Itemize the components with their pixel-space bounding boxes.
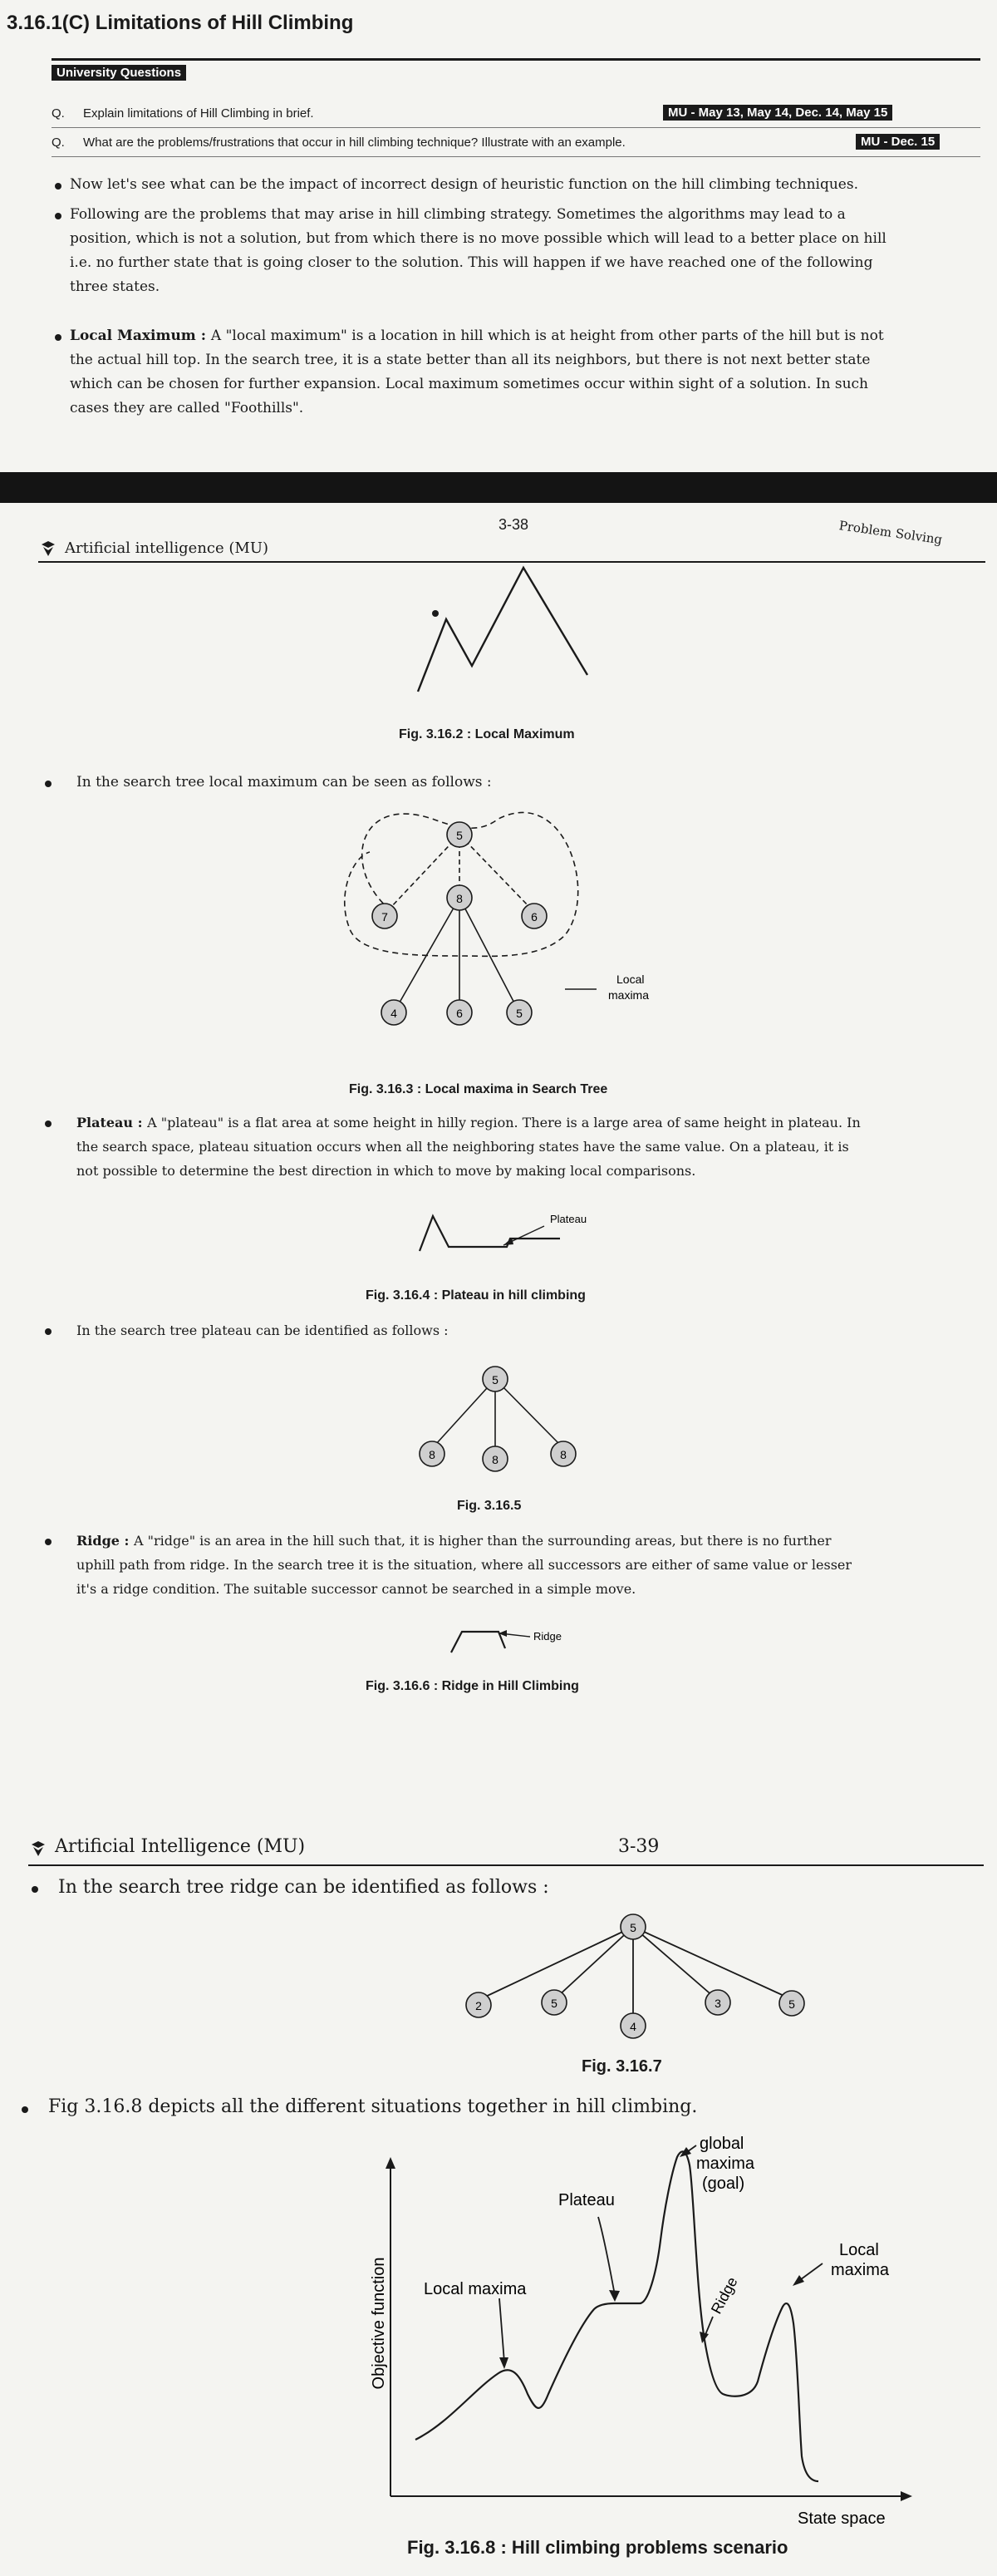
figure-caption: Fig. 3.16.2 : Local Maximum (399, 727, 575, 741)
question-marker: Q. (52, 106, 65, 121)
paragraph: Ridge : A "ridge" is an area in the hill such that, it is higher than the surrounding areas, but there is no further (76, 1533, 832, 1549)
svg-text:8: 8 (560, 1448, 567, 1461)
y-axis-label: Objective function (370, 2257, 388, 2390)
paragraph: the search space, plateau situation occurs when all the neighboring states have the same value. On a plateau, it is (76, 1139, 849, 1155)
ridge-label: Ridge (707, 2273, 741, 2317)
exam-tag: MU - Dec. 15 (856, 134, 940, 150)
arrow-head (793, 2275, 804, 2286)
paragraph: In the search tree local maximum can be seen as follows : (76, 774, 492, 791)
page-section-3 (0, 1808, 997, 2576)
local-maxima-label: Local (616, 973, 645, 986)
svg-text:3: 3 (715, 1997, 721, 2010)
local-maxima-2-label: Local (839, 2241, 879, 2259)
term: Local Maximum : (70, 328, 211, 344)
divider (52, 58, 980, 61)
page-number: 3-38 (498, 516, 529, 533)
svg-text:8: 8 (429, 1448, 435, 1461)
svg-text:7: 7 (381, 910, 388, 924)
bullet (55, 183, 61, 190)
paragraph: which can be chosen for further expansion. Local maximum sometimes occur within sight of a solution. In such (70, 376, 869, 392)
svg-text:5: 5 (788, 1997, 795, 2011)
x-axis-arrow (901, 2491, 912, 2501)
question-text: Explain limitations of Hill Climbing in brief. (83, 106, 314, 121)
svg-text:6: 6 (456, 1007, 463, 1020)
paragraph: Plateau : A "plateau" is a flat area at some height in hilly region. There is a large area of same height in plateau. In (76, 1115, 861, 1130)
question-text: What are the problems/frustrations that occur in hill climbing technique? Illustrate with an example. (83, 135, 626, 150)
y-axis-arrow (386, 2157, 395, 2169)
bullet (55, 334, 61, 341)
ridge-label: Ridge (533, 1630, 562, 1643)
svg-text:8: 8 (492, 1453, 498, 1466)
pointer-line (598, 2217, 615, 2295)
figure-caption: Fig. 3.16.7 (582, 2057, 662, 2076)
university-questions-tag: University Questions (52, 65, 186, 81)
plateau-label: Plateau (558, 2191, 615, 2209)
local-maxima-label: maxima (608, 988, 650, 1002)
bullet (55, 213, 61, 219)
paragraph: three states. (70, 278, 160, 295)
ridge-figure (0, 503, 997, 1808)
paragraph: position, which is not a solution, but from which there is no move possible which will lead to a better place on hill (70, 230, 886, 247)
section-heading: 3.16.1(C) Limitations of Hill Climbing (7, 12, 354, 34)
svg-text:2: 2 (475, 1999, 482, 2012)
objective-curve (415, 2151, 818, 2481)
divider (52, 127, 980, 128)
svg-text:5: 5 (516, 1007, 523, 1020)
exam-tag: MU - May 13, May 14, Dec. 14, May 15 (663, 105, 892, 121)
svg-text:6: 6 (531, 910, 538, 924)
svg-text:4: 4 (630, 2020, 636, 2033)
paragraph: the actual hill top. In the search tree, it is a state better than all its neighbors, but there is not next better state (70, 352, 871, 368)
svg-text:5: 5 (456, 829, 463, 842)
question-marker: Q. (52, 135, 65, 150)
svg-text:8: 8 (456, 892, 463, 905)
running-header: Artificial intelligence (MU) (65, 539, 269, 557)
arrow-head (609, 2290, 620, 2302)
running-header-right: Problem Solving (837, 518, 944, 548)
divider (52, 156, 980, 157)
svg-text:4: 4 (390, 1007, 397, 1020)
paragraph: Local Maximum : A "local maximum" is a location in hill which is at height from other parts of the hill but is not (70, 328, 884, 344)
pointer-line (499, 2298, 504, 2362)
plateau-label: Plateau (550, 1213, 587, 1225)
figure-caption: Fig. 3.16.8 : Hill climbing problems scenario (407, 2537, 788, 2558)
svg-text:5: 5 (630, 1921, 636, 1934)
local-maxima-label: Local maxima (424, 2280, 527, 2298)
ridge-curve (451, 1632, 505, 1652)
paragraph: i.e. no further state that is going closer to the solution. This will happen if we have reached one of the following (70, 254, 873, 271)
svg-text:5: 5 (492, 1373, 498, 1387)
paragraph: In the search tree ridge can be identified as follows : (58, 1877, 549, 1898)
paragraph: uphill path from ridge. In the search tree it is the situation, where all successors are either of same value or lesser (76, 1557, 852, 1573)
paragraph: In the search tree plateau can be identified as follows : (76, 1322, 449, 1338)
svg-text:5: 5 (551, 1997, 557, 2010)
paragraph: Now let's see what can be the impact of incorrect design of heuristic function on the hill climbing techniques. (70, 176, 858, 193)
paragraph: Fig 3.16.8 depicts all the different situations together in hill climbing. (48, 2096, 698, 2117)
figure-caption: Fig. 3.16.6 : Ridge in Hill Climbing (366, 1679, 579, 1693)
figure-caption: Fig. 3.16.3 : Local maxima in Search Tree (349, 1082, 608, 1096)
figure-caption: Fig. 3.16.5 (457, 1499, 522, 1513)
page-number: 3-39 (618, 1836, 660, 1857)
page-section-1 (0, 0, 997, 472)
term: Ridge : (76, 1533, 134, 1549)
paragraph: cases they are called "Foothills". (70, 400, 304, 416)
page-section-2 (0, 503, 997, 1808)
figure-caption: Fig. 3.16.4 : Plateau in hill climbing (366, 1288, 586, 1303)
term: Plateau : (76, 1115, 148, 1130)
arrow-head (499, 2357, 508, 2369)
running-header: Artificial Intelligence (MU) (55, 1836, 306, 1857)
paragraph: not possible to determine the best direction in which to move by making local comparisons. (76, 1163, 696, 1179)
global-maxima-label: maxima (696, 2155, 755, 2173)
global-maxima-label: global (700, 2135, 744, 2153)
x-axis-label: State space (798, 2510, 886, 2528)
paragraph: it's a ridge condition. The suitable successor cannot be searched in a simple move. (76, 1581, 636, 1597)
global-maxima-label: (goal) (702, 2175, 745, 2193)
hill-climbing-scenario-chart (0, 1808, 997, 2576)
local-maxima-2-label: maxima (831, 2261, 890, 2279)
paragraph: Following are the problems that may arise in hill climbing strategy. Sometimes the algorithms may lead to a (70, 206, 846, 223)
